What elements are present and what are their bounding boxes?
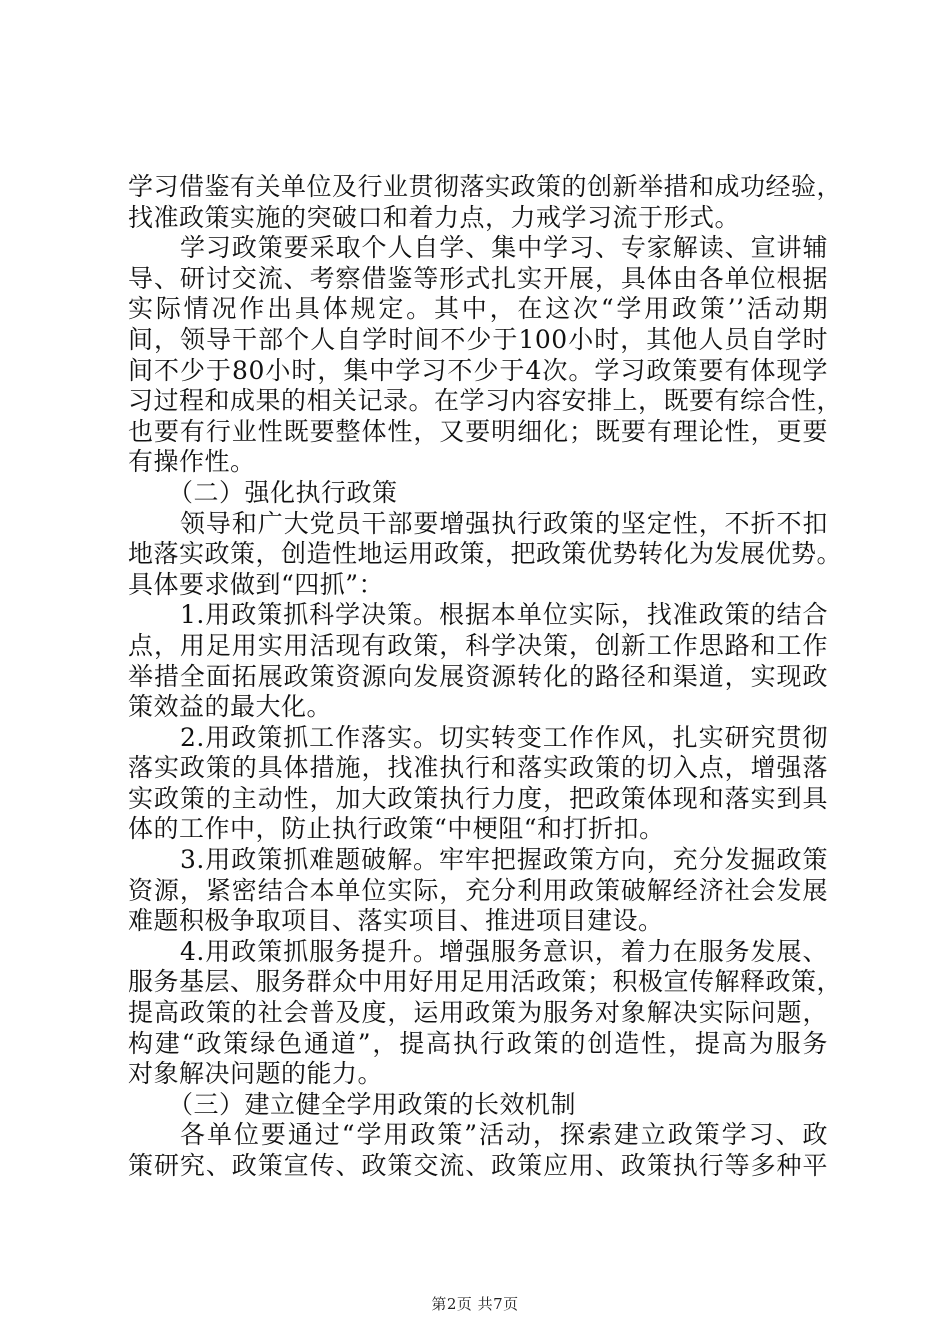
paragraph-execution-intro xyxy=(128,508,843,601)
paragraph-item-3 xyxy=(128,845,828,937)
text-line: 落实政策的具体措施，找准执行和落实政策的切入点，增强落 xyxy=(128,753,828,783)
section-heading xyxy=(128,478,828,509)
text-line: 领导和广大党员干部要增强执行政策的坚定性，不折不扣 xyxy=(180,508,828,538)
text-line: 间，领导干部个人自学时间不少于100小时，其他人员自学时 xyxy=(128,324,828,354)
text-line: 实政策的主动性，加大政策执行力度，把政策体现和落实到具 xyxy=(128,783,828,813)
text-line: 导、研讨交流、考察借鉴等形式扎实开展，具体由各单位根据 xyxy=(128,263,828,293)
text-line: 难题积极争取项目、落实项目、推进项目建设。 xyxy=(128,906,664,936)
page-footer xyxy=(0,1293,950,1314)
text-line: 也要有行业性既要整体性，又要明细化；既要有理论性，更要 xyxy=(128,416,828,446)
text-line: 间不少于80小时，集中学习不少于4次。学习政策要有体现学 xyxy=(128,355,828,385)
text-line: 有操作性。 xyxy=(128,447,256,477)
text-line: 各单位要通过“学用政策”活动，探索建立政策学习、政 xyxy=(180,1120,828,1150)
section-heading-text: （三）建立健全学用政策的长效机制 xyxy=(168,1089,577,1119)
text-line: 习过程和成果的相关记录。在学习内容安排上，既要有综合性， xyxy=(128,386,843,416)
text-line: 1.用政策抓科学决策。根据本单位实际，找准政策的结合 xyxy=(180,600,828,630)
text-line: 提高政策的社会普及度，运用政策为服务对象解决实际问题， xyxy=(128,998,828,1028)
text-line: 对象解决问题的能力。 xyxy=(128,1059,384,1089)
text-line: 2.用政策抓工作落实。切实转变工作作风，扎实研究贯彻 xyxy=(180,722,828,752)
section-heading xyxy=(128,1090,828,1121)
paragraph-item-1 xyxy=(128,600,828,722)
text-line: 学习政策要采取个人自学、集中学习、专家解读、宣讲辅 xyxy=(180,233,828,263)
text-line: 具体要求做到“四抓”： xyxy=(128,569,385,599)
text-line: 服务基层、服务群众中用好用足用活政策；积极宣传解释政策， xyxy=(128,967,843,997)
text-line: 举措全面拓展政策资源向发展资源转化的路径和渠道，实现政 xyxy=(128,661,828,691)
paragraph-item-4 xyxy=(128,936,843,1090)
paragraph-long-term-mechanism xyxy=(128,1120,828,1181)
text-line: 体的工作中，防止执行政策“中梗阻“和打折扣。 xyxy=(128,814,665,844)
page-number-label: 第2页 共7页 xyxy=(431,1295,519,1313)
text-line: 策效益的最大化。 xyxy=(128,692,333,722)
paragraph-continuation xyxy=(128,172,843,233)
paragraph-item-2 xyxy=(128,723,828,845)
text-line: 3.用政策抓难题破解。牢牢把握政策方向，充分发掘政策 xyxy=(180,845,828,875)
text-line: 实际情况作出具体规定。其中，在这次“学用政策’’活动期 xyxy=(128,294,828,324)
text-line: 地落实政策，创造性地运用政策，把政策优势转化为发展优势。 xyxy=(128,539,843,569)
text-line: 策研究、政策宣传、政策交流、政策应用、政策执行等多种平 xyxy=(128,1151,828,1180)
text-line: 构建“政策绿色通道”，提高执行政策的创造性，提高为服务 xyxy=(128,1028,828,1058)
paragraph-study-methods xyxy=(128,233,843,478)
document-body xyxy=(128,172,843,1182)
text-line: 学习借鉴有关单位及行业贯彻落实政策的创新举措和成功经验， xyxy=(128,172,843,201)
text-line: 资源，紧密结合本单位实际，充分利用政策破解经济社会发展 xyxy=(128,875,828,905)
text-line: 点，用足用实用活现有政策，科学决策，创新工作思路和工作 xyxy=(128,630,828,660)
section-heading-text: （二）强化执行政策 xyxy=(168,477,398,507)
text-line: 找准政策实施的突破口和着力点，力戒学习流于形式。 xyxy=(128,202,741,232)
text-line: 4.用政策抓服务提升。增强服务意识，着力在服务发展、 xyxy=(180,936,828,966)
